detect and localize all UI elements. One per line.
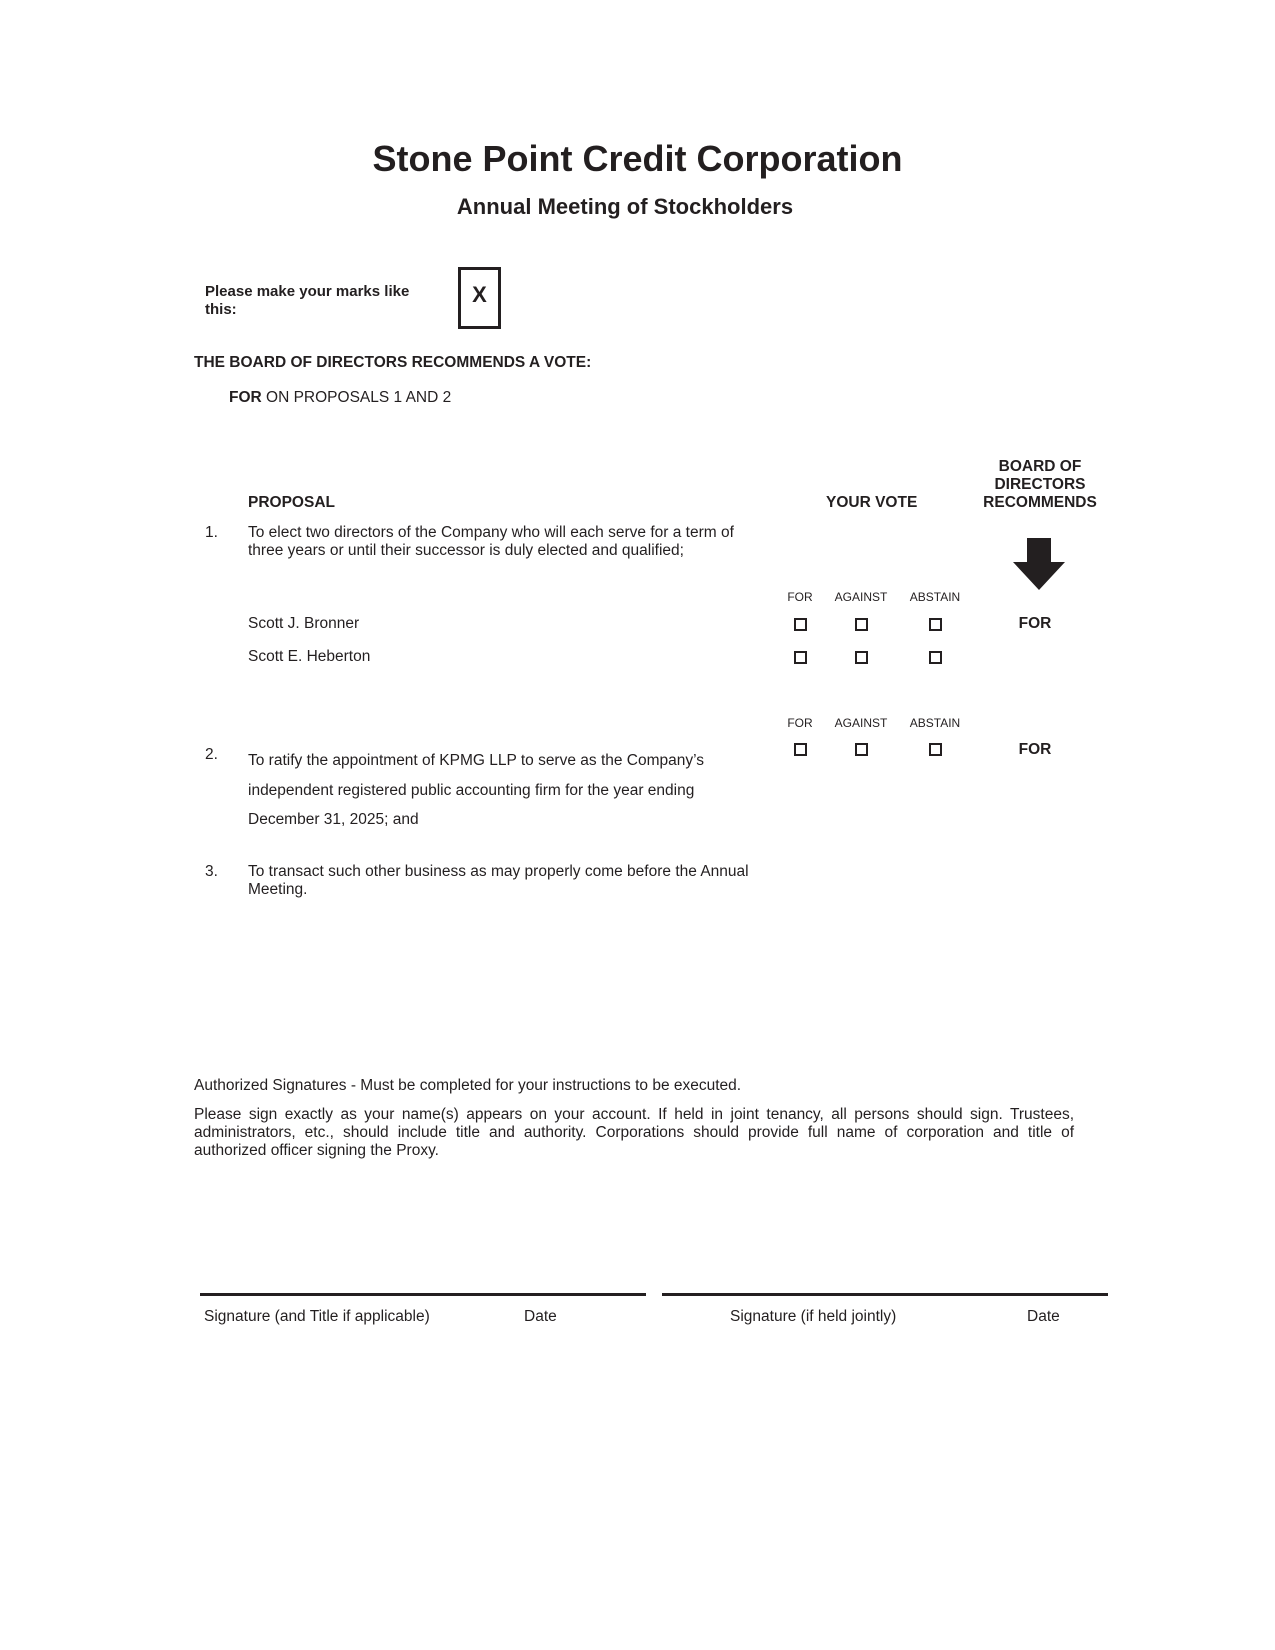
proposal-1-text: To elect two directors of the Company who will each serve for a term of three years or until their successor is duly elected and qualified; (248, 524, 734, 559)
p2-vote-option-against-label: AGAINST (834, 716, 888, 730)
signature-2-label: Signature (if held jointly) (730, 1308, 897, 1325)
signature-line-1[interactable] (200, 1293, 646, 1296)
nominee-1-abstain-checkbox[interactable] (929, 618, 942, 631)
proposal-3-number: 3. (205, 863, 218, 880)
nominee-1-for-checkbox[interactable] (794, 618, 807, 631)
vote-option-abstain-label: ABSTAIN (909, 590, 961, 604)
vote-option-against-label: AGAINST (834, 590, 888, 604)
proposal-2-against-checkbox[interactable] (855, 743, 868, 756)
for-rest: ON PROPOSALS 1 AND 2 (261, 389, 452, 406)
down-arrow-icon (1013, 538, 1065, 590)
signature-1-label: Signature (and Title if applicable) (204, 1308, 430, 1325)
nominee-2-against-checkbox[interactable] (855, 651, 868, 664)
nominee-1-name: Scott J. Bronner (248, 615, 360, 632)
p2-vote-option-for-label: FOR (787, 716, 813, 730)
proposal-column-header: PROPOSAL (248, 494, 335, 511)
proposal-2-board-recommendation: FOR (1018, 741, 1052, 758)
board-recommendation-line (229, 389, 451, 407)
proposal-2-abstain-checkbox[interactable] (929, 743, 942, 756)
authorized-signatures-note: Authorized Signatures - Must be completed for your instructions to be executed. (194, 1077, 742, 1094)
proposal-3-text: To transact such other business as may properly come before the Annual Meeting. (248, 863, 749, 898)
proposal-2-text: To ratify the appointment of KPMG LLP to serve as the Company’s independent registered public accounting firm for the year ending December 31, 2025; and (248, 752, 705, 828)
marking-instruction: Please make your marks like this: (205, 283, 410, 318)
sample-mark-box (458, 267, 501, 329)
nominee-2-name: Scott E. Heberton (248, 648, 371, 665)
board-recommendation-heading: THE BOARD OF DIRECTORS RECOMMENDS A VOTE: (194, 354, 592, 371)
for-bold: FOR (229, 389, 262, 406)
proposal-1-board-recommendation: FOR (1018, 615, 1052, 632)
signing-instructions: Please sign exactly as your name(s) appears on your account. If held in joint tenancy, all persons should sign. Trustees, administrators, etc., should include title and authority. Corporations should provide full name of corporation and title of authorized officer signing the Proxy. (194, 1106, 1074, 1159)
meeting-subtitle: Annual Meeting of Stockholders (456, 194, 794, 219)
proposal-2-number: 2. (205, 746, 218, 763)
p2-vote-option-abstain-label: ABSTAIN (909, 716, 961, 730)
company-title: Stone Point Credit Corporation (372, 138, 903, 179)
date-2-label: Date (1027, 1308, 1060, 1325)
your-vote-column-header: YOUR VOTE (826, 494, 918, 511)
proposal-1-number: 1. (205, 524, 218, 541)
sample-mark: X (472, 282, 487, 307)
board-recommends-column-header: BOARD OF DIRECTORS RECOMMENDS (983, 458, 1097, 511)
signature-line-2[interactable] (662, 1293, 1108, 1296)
nominee-2-abstain-checkbox[interactable] (929, 651, 942, 664)
nominee-1-against-checkbox[interactable] (855, 618, 868, 631)
date-1-label: Date (524, 1308, 557, 1325)
vote-option-for-label: FOR (787, 590, 813, 604)
proposal-2-for-checkbox[interactable] (794, 743, 807, 756)
nominee-2-for-checkbox[interactable] (794, 651, 807, 664)
